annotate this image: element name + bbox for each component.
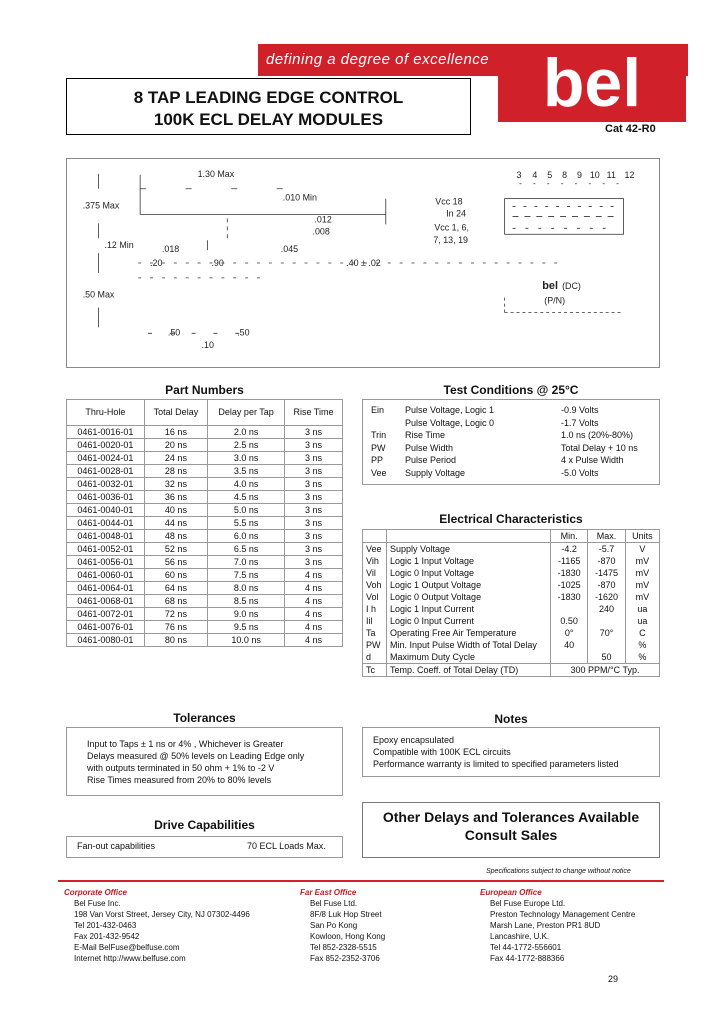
table-cell: 3 ns: [285, 517, 343, 530]
table-cell: 64 ns: [144, 582, 207, 595]
pin-number: 8: [562, 169, 568, 180]
office-heading: European Office: [480, 888, 542, 897]
table-cell: 240: [588, 603, 625, 615]
table-cell: 3 ns: [285, 465, 343, 478]
office-line: San Po Kong: [310, 921, 358, 930]
marking-brand: bel: [542, 279, 558, 292]
table-cell: 60 ns: [144, 569, 207, 582]
test-condition-cell: PP: [371, 455, 384, 465]
table-cell: -1025: [551, 579, 588, 591]
pin-number: 9: [576, 169, 582, 180]
dim-008: .008: [312, 226, 330, 237]
table-row: [67, 569, 343, 582]
table-cell: d: [363, 651, 387, 664]
table-cell: -1830: [551, 567, 588, 579]
tc-value: 300 PPM/°C Typ.: [551, 664, 660, 677]
tolerance-line: Input to Taps ± 1 ns or 4% , Whichever is Greater: [87, 739, 284, 749]
table-cell: 44 ns: [144, 517, 207, 530]
table-cell: 0461-0020-01: [67, 439, 145, 452]
test-condition-cell: PW: [371, 442, 386, 453]
table-cell: %: [625, 651, 659, 664]
office-line: Tel 852-2328-5515: [310, 943, 377, 952]
table-cell: 20 ns: [144, 439, 207, 452]
table-cell: 6.5 ns: [208, 543, 285, 556]
marking-pn: (P/N): [544, 295, 566, 306]
table-cell: 4 ns: [285, 582, 343, 595]
table-cell: 9.0 ns: [208, 608, 285, 621]
office-line: Bel Fuse Europe Ltd.: [490, 899, 566, 908]
office-line: Bel Fuse Ltd.: [310, 899, 358, 908]
tolerances-box: [66, 727, 343, 796]
table-row: [363, 615, 660, 627]
spec-notice: Specifications subject to change without notice: [486, 868, 631, 875]
notes-title: Notes: [494, 712, 528, 726]
test-condition-cell: -5.0 Volts: [561, 467, 599, 478]
dim-40: .40 ± .02: [346, 257, 381, 268]
table-row: [67, 621, 343, 634]
test-condition-cell: 1.0 ns (20%-80%): [561, 430, 634, 440]
table-cell: 72 ns: [144, 608, 207, 621]
dim-height: .375 Max: [82, 200, 120, 211]
table-cell: 3 ns: [285, 504, 343, 517]
pin-number: 4: [532, 169, 538, 180]
tolerance-line: with outputs terminated in 50 ohm + 1% to -2 V: [87, 763, 275, 773]
footer-rule: [58, 880, 664, 882]
table-cell: C: [625, 627, 659, 639]
table-cell: 2.5 ns: [208, 439, 285, 452]
table-row: [67, 608, 343, 621]
table-cell: 0461-0056-01: [67, 556, 145, 569]
table-cell: 4 ns: [285, 634, 343, 647]
table-cell: Vee: [363, 543, 387, 556]
dim-20: .20: [150, 257, 163, 268]
table-row: [67, 530, 343, 543]
table-cell: [588, 615, 625, 627]
col-header: Max.: [588, 530, 625, 543]
table-cell: -1165: [551, 555, 588, 567]
table-cell: 76 ns: [144, 621, 207, 634]
table-cell: Voh: [363, 579, 387, 591]
table-cell: [588, 639, 625, 651]
office-far-east: [300, 887, 385, 964]
page-number: 29: [608, 974, 619, 984]
test-condition-cell: Rise Time: [405, 430, 446, 440]
table-cell: 3 ns: [285, 452, 343, 465]
table-cell: -1830: [551, 591, 588, 603]
table-cell: 4 ns: [285, 608, 343, 621]
col-header: Total Delay: [144, 400, 207, 426]
table-cell: 8.5 ns: [208, 595, 285, 608]
dim-012: .012: [314, 214, 332, 225]
table-cell: Min. Input Pulse Width of Total Delay: [387, 639, 551, 651]
note-line: Performance warranty is limited to specified parameters listed: [373, 759, 619, 769]
table-cell: 6.0 ns: [208, 530, 285, 543]
col-header: Delay per Tap: [208, 400, 285, 426]
table-cell: 0461-0064-01: [67, 582, 145, 595]
table-cell: Logic 1 Output Voltage: [387, 579, 551, 591]
dim-90: .90: [211, 257, 224, 268]
office-line: Preston Technology Management Centre: [490, 910, 636, 919]
test-condition-cell: Pulse Width: [405, 442, 454, 453]
table-row: [67, 517, 343, 530]
table-row: [67, 478, 343, 491]
col-header: Units: [625, 530, 659, 543]
col-header: Min.: [551, 530, 588, 543]
pin-number: 10: [589, 169, 600, 180]
table-cell: 0461-0068-01: [67, 595, 145, 608]
test-condition-cell: Pulse Voltage, Logic 1: [405, 405, 495, 415]
table-cell: 0461-0060-01: [67, 569, 145, 582]
table-cell: 2.0 ns: [208, 426, 285, 439]
table-cell: 56 ns: [144, 556, 207, 569]
table-row: [67, 426, 343, 439]
document-title: [66, 78, 471, 135]
table-cell: Vil: [363, 567, 387, 579]
part-numbers-title: Part Numbers: [165, 383, 244, 397]
table-row: [67, 556, 343, 569]
test-condition-cell: Supply Voltage: [405, 467, 466, 478]
dim-length: 1.30 Max: [197, 168, 235, 179]
svg-text:bel: bel: [542, 45, 642, 121]
table-row: [363, 543, 660, 556]
tolerance-line: Delays measured @ 50% levels on Leading Edge only: [87, 751, 305, 761]
test-condition-cell: Pulse Period: [405, 455, 457, 465]
part-numbers-table: [66, 399, 343, 647]
table-cell: 68 ns: [144, 595, 207, 608]
table-cell: Logic 0 Output Voltage: [387, 591, 551, 603]
table-cell: 3.0 ns: [208, 452, 285, 465]
table-cell: 0461-0024-01: [67, 452, 145, 465]
table-cell: 4.0 ns: [208, 478, 285, 491]
table-row: [67, 634, 343, 647]
dim-045: .045: [280, 244, 299, 255]
pin-number: 11: [606, 169, 616, 180]
dim-010min: .010 Min: [282, 192, 317, 203]
table-cell: 28 ns: [144, 465, 207, 478]
table-row: [67, 595, 343, 608]
table-cell: Vol: [363, 591, 387, 603]
table-cell: 48 ns: [144, 530, 207, 543]
electrical-body: [363, 543, 660, 664]
office-line: Fax 44-1772-888366: [490, 954, 565, 963]
office-line: 8F/8 Luk Hop Street: [310, 910, 382, 919]
office-corporate: [64, 887, 250, 964]
table-cell: ua: [625, 615, 659, 627]
table-cell: 32 ns: [144, 478, 207, 491]
drive-box: [66, 836, 343, 858]
table-cell: 4.5 ns: [208, 491, 285, 504]
table-cell: 52 ns: [144, 543, 207, 556]
table-cell: 16 ns: [144, 426, 207, 439]
table-cell: Maximum Duty Cycle: [387, 651, 551, 664]
table-cell: 0461-0016-01: [67, 426, 145, 439]
electrical-table: [362, 529, 660, 677]
table-row: [363, 555, 660, 567]
office-line: Lancashire, U.K.: [490, 932, 550, 941]
notes-box: [362, 727, 660, 777]
table-cell: 5.5 ns: [208, 517, 285, 530]
table-cell: 3 ns: [285, 556, 343, 569]
title-line-1: 8 TAP LEADING EDGE CONTROL: [133, 88, 404, 107]
table-row: [67, 582, 343, 595]
drive-value: 70 ECL Loads Max.: [247, 841, 326, 851]
test-condition-cell: -1.7 Volts: [561, 417, 599, 428]
dim-12min: .12 Min: [104, 240, 134, 251]
pin-numbers: [517, 170, 635, 180]
test-condition-cell: Ein: [371, 405, 385, 415]
table-cell: Supply Voltage: [387, 543, 551, 556]
table-cell: 0461-0080-01: [67, 634, 145, 647]
test-conditions-box: [362, 399, 660, 485]
pin-label: 7, 13, 19: [433, 235, 468, 246]
table-cell: 9.5 ns: [208, 621, 285, 634]
table-cell: mV: [625, 579, 659, 591]
office-heading: Corporate Office: [64, 888, 127, 897]
pin-label: Vcc 18: [435, 196, 463, 207]
title-line-2: 100K ECL DELAY MODULES: [153, 110, 384, 129]
table-cell: 0461-0032-01: [67, 478, 145, 491]
office-line: Kowloon, Hong Kong: [310, 932, 386, 941]
drive-title: Drive Capabilities: [154, 818, 255, 832]
tolerances-title: Tolerances: [173, 711, 236, 725]
tc-symbol: Tc: [363, 664, 387, 677]
table-cell: Operating Free Air Temperature: [387, 627, 551, 639]
test-condition-cell: Vee: [371, 467, 387, 478]
dim-10: .10: [201, 340, 214, 351]
table-row: [363, 627, 660, 639]
col-header: Rise Time: [285, 400, 343, 426]
col-header: [363, 530, 387, 543]
table-row: [363, 603, 660, 615]
other-line-2: Consult Sales: [464, 827, 558, 843]
table-cell: 0461-0028-01: [67, 465, 145, 478]
table-cell: Ta: [363, 627, 387, 639]
table-cell: 40: [551, 639, 588, 651]
other-line-1: Other Delays and Tolerances Available: [382, 809, 640, 825]
table-cell: 3 ns: [285, 530, 343, 543]
office-line: Tel 44-1772-556601: [490, 943, 562, 952]
table-cell: 10.0 ns: [208, 634, 285, 647]
table-cell: 0461-0076-01: [67, 621, 145, 634]
table-cell: 3 ns: [285, 439, 343, 452]
table-cell: 0461-0036-01: [67, 491, 145, 504]
table-cell: -870: [588, 555, 625, 567]
dim-50a: .50: [167, 327, 181, 338]
table-cell: 70°: [588, 627, 625, 639]
office-heading: Far East Office: [300, 888, 357, 897]
catalog-number: Cat 42-R0: [605, 123, 656, 135]
test-condition-cell: Trin: [371, 430, 387, 440]
table-row: [67, 504, 343, 517]
office-line: Fax 201-432-9542: [74, 932, 140, 941]
pin-number: 3: [516, 169, 522, 180]
table-cell: %: [625, 639, 659, 651]
office-line: Fax 852-2352-3706: [310, 954, 380, 963]
table-row: [363, 651, 660, 664]
table-cell: Vih: [363, 555, 387, 567]
note-line: Compatible with 100K ECL circuits: [373, 747, 511, 757]
table-cell: PW: [363, 639, 387, 651]
pin-label: In 24: [446, 208, 467, 219]
marking-dc: (DC): [562, 280, 581, 291]
test-condition-cell: Total Delay + 10 ns: [561, 442, 638, 453]
dim-50b: .50: [237, 327, 250, 338]
table-cell: ua: [625, 603, 659, 615]
test-condition-cell: Pulse Voltage, Logic 0: [405, 417, 495, 428]
table-cell: 3 ns: [285, 543, 343, 556]
table-row: [67, 439, 343, 452]
pin-number: 5: [547, 169, 553, 180]
table-cell: 4 ns: [285, 595, 343, 608]
table-cell: [551, 651, 588, 664]
test-condition-cell: -0.9 Volts: [561, 405, 599, 415]
table-cell: Iil: [363, 615, 387, 627]
table-row: [363, 579, 660, 591]
table-cell: 3.5 ns: [208, 465, 285, 478]
table-cell: Logic 0 Input Current: [387, 615, 551, 627]
bel-logo: [498, 44, 686, 122]
table-cell: mV: [625, 567, 659, 579]
table-cell: 36 ns: [144, 491, 207, 504]
col-header: [387, 530, 551, 543]
table-row: [67, 491, 343, 504]
table-cell: mV: [625, 555, 659, 567]
table-cell: 40 ns: [144, 504, 207, 517]
table-row: [67, 465, 343, 478]
office-european: [480, 887, 635, 964]
table-cell: -4.2: [551, 543, 588, 556]
part-numbers-body: [67, 426, 343, 647]
table-cell: -5.7: [588, 543, 625, 556]
table-cell: 7.5 ns: [208, 569, 285, 582]
table-row: [363, 639, 660, 651]
table-cell: 7.0 ns: [208, 556, 285, 569]
table-cell: 0461-0040-01: [67, 504, 145, 517]
drive-label: Fan-out capabilities: [77, 841, 156, 851]
office-line: Tel 201-432-0463: [74, 921, 137, 930]
table-cell: 50: [588, 651, 625, 664]
office-line: Bel Fuse Inc.: [74, 899, 121, 908]
office-line: E-Mail BelFuse@belfuse.com: [74, 943, 180, 952]
tolerance-line: Rise Times measured from 20% to 80% levels: [87, 775, 272, 785]
table-cell: 0461-0052-01: [67, 543, 145, 556]
table-cell: 5.0 ns: [208, 504, 285, 517]
table-cell: -870: [588, 579, 625, 591]
table-cell: 4 ns: [285, 569, 343, 582]
table-cell: 0461-0072-01: [67, 608, 145, 621]
table-cell: 3 ns: [285, 426, 343, 439]
table-cell: 8.0 ns: [208, 582, 285, 595]
test-conditions-title: Test Conditions @ 25°C: [443, 383, 579, 397]
electrical-title: Electrical Characteristics: [439, 512, 583, 526]
table-cell: -1475: [588, 567, 625, 579]
dim-018: .018: [161, 244, 180, 255]
tagline: defining a degree of excellence: [266, 51, 490, 68]
test-condition-cell: 4 x Pulse Width: [561, 455, 624, 465]
table-cell: 3 ns: [285, 478, 343, 491]
other-delays-box: [362, 802, 660, 858]
table-cell: 0°: [551, 627, 588, 639]
dim-50max: .50 Max: [82, 289, 115, 300]
pin-label: Vcc 1, 6,: [434, 222, 469, 233]
table-cell: 3 ns: [285, 491, 343, 504]
table-cell: -1620: [588, 591, 625, 603]
table-cell: 0461-0048-01: [67, 530, 145, 543]
table-row: [363, 567, 660, 579]
office-line: Internet http://www.belfuse.com: [74, 954, 186, 963]
office-line: 198 Van Vorst Street, Jersey City, NJ 07302-4496: [74, 910, 250, 919]
table-cell: V: [625, 543, 659, 556]
table-cell: Logic 0 Input Voltage: [387, 567, 551, 579]
note-line: Epoxy encapsulated: [373, 735, 455, 745]
table-row: [67, 543, 343, 556]
mechanical-diagram: [66, 158, 660, 368]
table-cell: 24 ns: [144, 452, 207, 465]
table-cell: I h: [363, 603, 387, 615]
col-header: Thru-Hole: [67, 400, 145, 426]
table-row: [67, 452, 343, 465]
table-cell: 0.50: [551, 615, 588, 627]
table-row: [363, 591, 660, 603]
table-cell: 0461-0044-01: [67, 517, 145, 530]
pin-number: 12: [624, 169, 635, 180]
office-line: Marsh Lane, Preston PR1 8UD: [490, 921, 601, 930]
table-cell: 80 ns: [144, 634, 207, 647]
table-cell: mV: [625, 591, 659, 603]
table-cell: 4 ns: [285, 621, 343, 634]
tc-desc: Temp. Coeff. of Total Delay (TD): [387, 664, 551, 677]
table-cell: Logic 1 Input Voltage: [387, 555, 551, 567]
table-cell: [551, 603, 588, 615]
table-cell: Logic 1 Input Current: [387, 603, 551, 615]
